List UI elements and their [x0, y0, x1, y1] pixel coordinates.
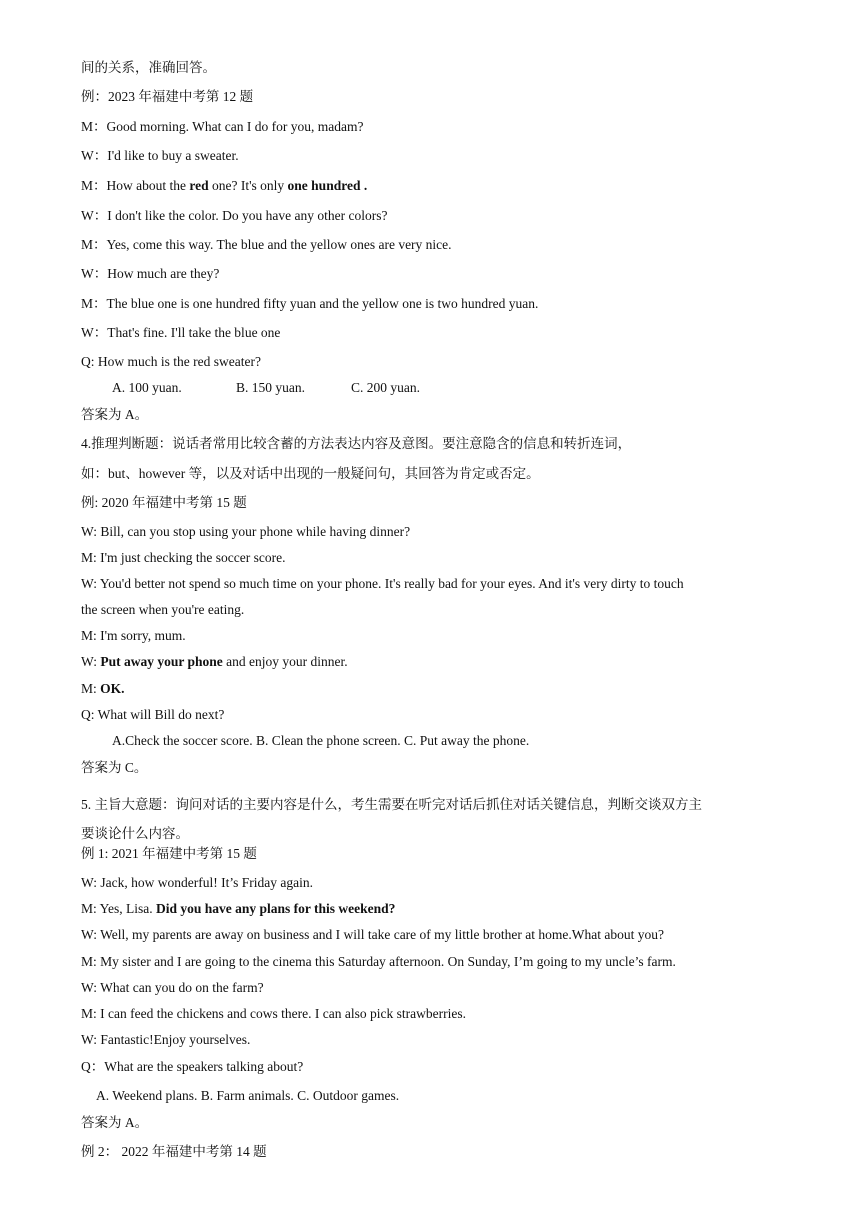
options-line: A.Check the soccer score. B. Clean the phone screen. C. Put away the phone.: [112, 733, 530, 748]
example-heading: 例: 2020 年福建中考第 15 题: [81, 495, 247, 510]
dialogue-line: M：Yes, come this way. The blue and the yellow ones are very nice.: [81, 237, 452, 252]
option-a: A. 100 yuan.: [112, 380, 182, 395]
section-heading: 5. 主旨大意题：询问对话的主要内容是什么，考生需要在听完对话后抓住对话关键信息，判断交谈双方主: [81, 797, 702, 812]
dialogue-line: the screen when you're eating.: [81, 602, 245, 617]
section-heading: 4.推理判断题：说话者常用比较含蓄的方法表达内容及意图。要注意隐含的信息和转折连词，: [81, 436, 632, 451]
dialogue-line: W: Put away your phone and enjoy your dinner.: [81, 654, 348, 669]
text-line: 间的关系，准确回答。: [81, 60, 216, 75]
example-heading: 例 2： 2022 年福建中考第 14 题: [81, 1144, 267, 1159]
dialogue-line: W: What can you do on the farm?: [81, 980, 264, 995]
dialogue-line: M: OK.: [81, 681, 125, 696]
dialogue-line: M: I'm sorry, mum.: [81, 628, 186, 643]
dialogue-line: W：How much are they?: [81, 266, 220, 281]
text-line: 如：but、however 等，以及对话中出现的一般疑问句，其回答为肯定或否定。: [81, 466, 540, 481]
dialogue-line: M: My sister and I are going to the cinema this Saturday afternoon. On Sunday, I’m going to my uncle’s farm.: [81, 954, 676, 969]
option-c: C. 200 yuan.: [351, 380, 420, 395]
question-line: Q: How much is the red sweater?: [81, 354, 261, 369]
answer-line: 答案为 A。: [81, 407, 149, 422]
dialogue-line: W：That's fine. I'll take the blue one: [81, 325, 281, 340]
dialogue-line: M: I can feed the chickens and cows there. I can also pick strawberries.: [81, 1006, 466, 1021]
dialogue-line: M：Good morning. What can I do for you, madam?: [81, 119, 364, 134]
option-b: B. 150 yuan.: [236, 380, 305, 395]
question-line: Q：What are the speakers talking about?: [81, 1059, 304, 1074]
dialogue-line: W: Well, my parents are away on business and I will take care of my little brother at home.What about you?: [81, 927, 664, 942]
options-line: A. Weekend plans. B. Farm animals. C. Outdoor games.: [96, 1088, 400, 1103]
question-line: Q: What will Bill do next?: [81, 707, 225, 722]
dialogue-line: M: I'm just checking the soccer score.: [81, 550, 286, 565]
example-heading: 例：2023 年福建中考第 12 题: [81, 89, 254, 104]
dialogue-line: M: Yes, Lisa. Did you have any plans for this weekend?: [81, 901, 396, 916]
dialogue-line: W: Bill, can you stop using your phone while having dinner?: [81, 524, 411, 539]
text-line: 要谈论什么内容。: [81, 826, 189, 841]
dialogue-line: W：I'd like to buy a sweater.: [81, 148, 239, 163]
dialogue-line: W：I don't like the color. Do you have any other colors?: [81, 208, 388, 223]
answer-line: 答案为 C。: [81, 760, 148, 775]
dialogue-line: W: Jack, how wonderful! It’s Friday again.: [81, 875, 313, 890]
answer-line: 答案为 A。: [81, 1115, 149, 1130]
dialogue-line: W: You'd better not spend so much time on your phone. It's really bad for your eyes. And it's very dirty to touch: [81, 576, 684, 591]
dialogue-line: W: Fantastic!Enjoy yourselves.: [81, 1032, 251, 1047]
example-heading: 例 1: 2021 年福建中考第 15 题: [81, 846, 257, 861]
dialogue-line: M：How about the red one? It's only one hundred .: [81, 178, 368, 193]
dialogue-line: M：The blue one is one hundred fifty yuan and the yellow one is two hundred yuan.: [81, 296, 539, 311]
